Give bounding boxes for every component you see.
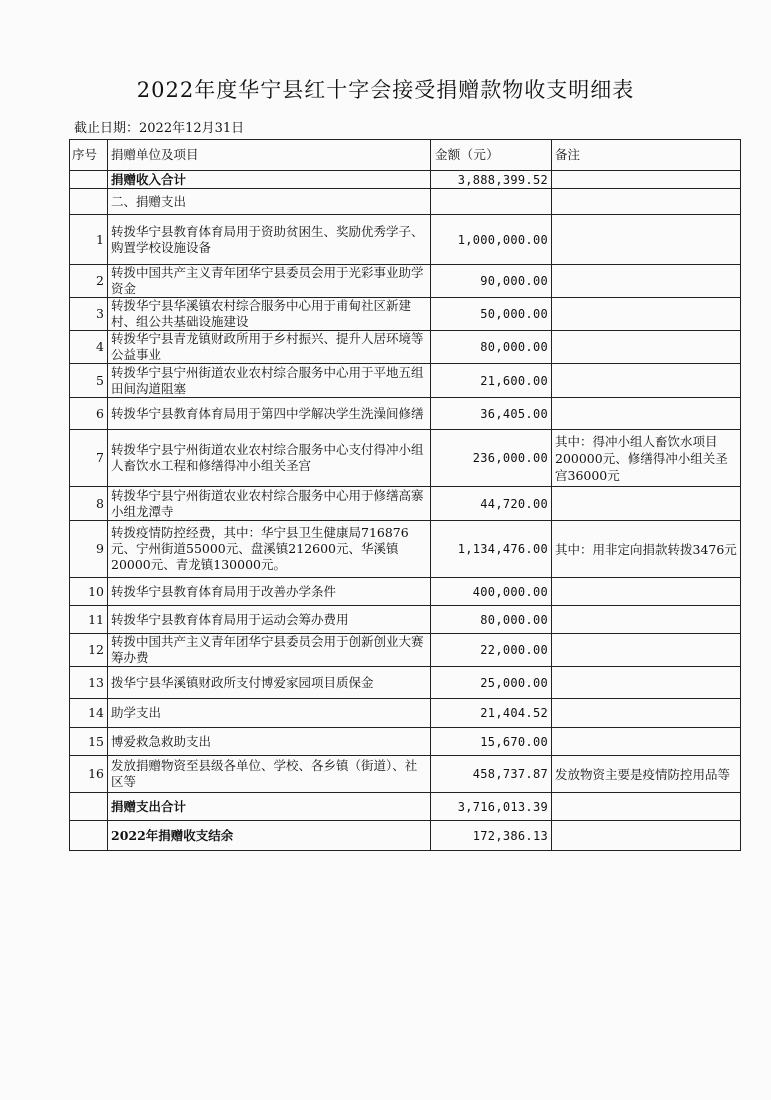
row-no: 6 [70, 398, 108, 430]
row-note-text: 其中：得冲小组人畜饮水项目200000元、修缮得冲小组关圣宫36000元 [555, 433, 728, 483]
empty-cell [552, 821, 741, 851]
table-row [70, 728, 741, 756]
row-amount: 36,405.00 [431, 398, 552, 430]
row-amount: 22,000.00 [431, 634, 552, 667]
table-row [70, 265, 741, 298]
table-row [70, 430, 741, 487]
row-note [552, 699, 741, 728]
header-row [70, 140, 741, 171]
row-note [552, 430, 741, 487]
row-item: 转拨华宁县青龙镇财政所用于乡村振兴、提升人居环境等公益事业 [108, 331, 431, 364]
row-item: 转拨华宁县教育体育局用于第四中学解决学生洗澡间修缮 [108, 398, 431, 430]
table-row [70, 331, 741, 364]
balance-amount: 172,386.13 [431, 821, 552, 851]
income-total-amount: 3,888,399.52 [431, 171, 552, 189]
header-no: 序号 [70, 140, 108, 171]
row-amount: 21,600.00 [431, 364, 552, 398]
row-no: 16 [70, 756, 108, 793]
row-amount: 15,670.00 [431, 728, 552, 756]
row-note [552, 298, 741, 331]
empty-cell [70, 821, 108, 851]
row-item: 转拨华宁县宁州街道农业农村综合服务中心用于修缮高寨小组龙潭寺 [108, 487, 431, 521]
row-note-text: 发放物资主要是疫情防控用品等 [555, 766, 731, 782]
empty-cell [552, 189, 741, 215]
row-item: 转拨华宁县教育体育局用于资助贫困生、奖励优秀学子、购置学校设施设备 [108, 215, 431, 265]
row-item: 转拨中国共产主义青年团华宁县委员会用于创新创业大赛筹办费 [108, 634, 431, 667]
row-amount: 1,000,000.00 [431, 215, 552, 265]
row-note [552, 521, 741, 578]
page-title: 2022年度华宁县红十字会接受捐赠款物收支明细表 [136, 78, 635, 102]
row-no: 1 [70, 215, 108, 265]
table-row [70, 215, 741, 265]
row-no: 7 [70, 430, 108, 487]
row-amount: 236,000.00 [431, 430, 552, 487]
table-row [70, 298, 741, 331]
row-item: 转拨华宁县华溪镇农村综合服务中心用于甫甸社区新建村、组公共基础设施建设 [108, 298, 431, 331]
empty-cell [431, 189, 552, 215]
row-amount: 25,000.00 [431, 667, 552, 699]
row-no: 3 [70, 298, 108, 331]
table-row [70, 756, 741, 793]
header-item: 捐赠单位及项目 [108, 140, 431, 171]
row-no: 12 [70, 634, 108, 667]
expense-total-row [70, 793, 741, 821]
empty-cell [70, 793, 108, 821]
row-no: 9 [70, 521, 108, 578]
row-amount: 80,000.00 [431, 331, 552, 364]
expense-total-amount: 3,716,013.39 [431, 793, 552, 821]
row-no: 15 [70, 728, 108, 756]
row-amount: 44,720.00 [431, 487, 552, 521]
expense-total-label: 捐赠支出合计 [108, 793, 431, 821]
empty-cell [552, 793, 741, 821]
empty-cell [552, 171, 741, 189]
empty-cell [70, 189, 108, 215]
row-note-text: 其中：用非定向捐款转拨3476元 [555, 541, 737, 557]
row-item: 转拨华宁县宁州街道农业农村综合服务中心支付得冲小组人畜饮水工程和修缮得冲小组关圣宫 [108, 430, 431, 487]
row-amount: 90,000.00 [431, 265, 552, 298]
row-item: 转拨华宁县教育体育局用于改善办学条件 [108, 578, 431, 606]
header-amount: 金额（元） [431, 140, 552, 171]
row-note [552, 487, 741, 521]
row-no: 5 [70, 364, 108, 398]
table-row [70, 699, 741, 728]
row-note [552, 756, 741, 793]
table-row [70, 487, 741, 521]
row-note [552, 578, 741, 606]
row-note [552, 728, 741, 756]
row-item: 拨华宁县华溪镇财政所支付博爱家园项目质保金 [108, 667, 431, 699]
row-no: 4 [70, 331, 108, 364]
row-no: 2 [70, 265, 108, 298]
ledger-table [69, 139, 741, 851]
balance-row [70, 821, 741, 851]
row-no: 14 [70, 699, 108, 728]
balance-label: 2022年捐赠收支结余 [108, 821, 431, 851]
section-row [70, 189, 741, 215]
row-amount: 50,000.00 [431, 298, 552, 331]
table-row [70, 634, 741, 667]
header-note: 备注 [552, 140, 741, 171]
row-item: 发放捐赠物资至县级各单位、学校、各乡镇（街道）、社区等 [108, 756, 431, 793]
table-row [70, 398, 741, 430]
income-total-row [70, 171, 741, 189]
row-item: 转拨中国共产主义青年团华宁县委员会用于光彩事业助学资金 [108, 265, 431, 298]
table-row [70, 606, 741, 634]
row-no: 11 [70, 606, 108, 634]
table-row [70, 667, 741, 699]
cutoff-date: 截止日期：2022年12月31日 [74, 121, 245, 136]
row-note [552, 364, 741, 398]
income-total-label: 捐赠收入合计 [108, 171, 431, 189]
table-row [70, 521, 741, 578]
row-amount: 1,134,476.00 [431, 521, 552, 578]
section-label: 二、捐赠支出 [108, 189, 431, 215]
row-amount: 458,737.87 [431, 756, 552, 793]
row-note [552, 215, 741, 265]
row-amount: 21,404.52 [431, 699, 552, 728]
row-item: 博爱救急救助支出 [108, 728, 431, 756]
row-item: 助学支出 [108, 699, 431, 728]
row-note [552, 265, 741, 298]
ledger-body [70, 140, 741, 851]
table-row [70, 578, 741, 606]
row-no: 8 [70, 487, 108, 521]
row-note [552, 606, 741, 634]
empty-cell [70, 171, 108, 189]
row-item: 转拨华宁县宁州街道农业农村综合服务中心用于平地五组田间沟道阻塞 [108, 364, 431, 398]
row-amount: 400,000.00 [431, 578, 552, 606]
row-no: 10 [70, 578, 108, 606]
row-note [552, 667, 741, 699]
row-item: 转拨疫情防控经费，其中：华宁县卫生健康局716876元、宁州街道55000元、盘溪镇212600元、华溪镇20000元、青龙镇130000元。 [108, 521, 431, 578]
table-row [70, 364, 741, 398]
row-amount: 80,000.00 [431, 606, 552, 634]
row-note [552, 331, 741, 364]
row-item: 转拨华宁县教育体育局用于运动会筹办费用 [108, 606, 431, 634]
row-note [552, 634, 741, 667]
row-note [552, 398, 741, 430]
row-no: 13 [70, 667, 108, 699]
